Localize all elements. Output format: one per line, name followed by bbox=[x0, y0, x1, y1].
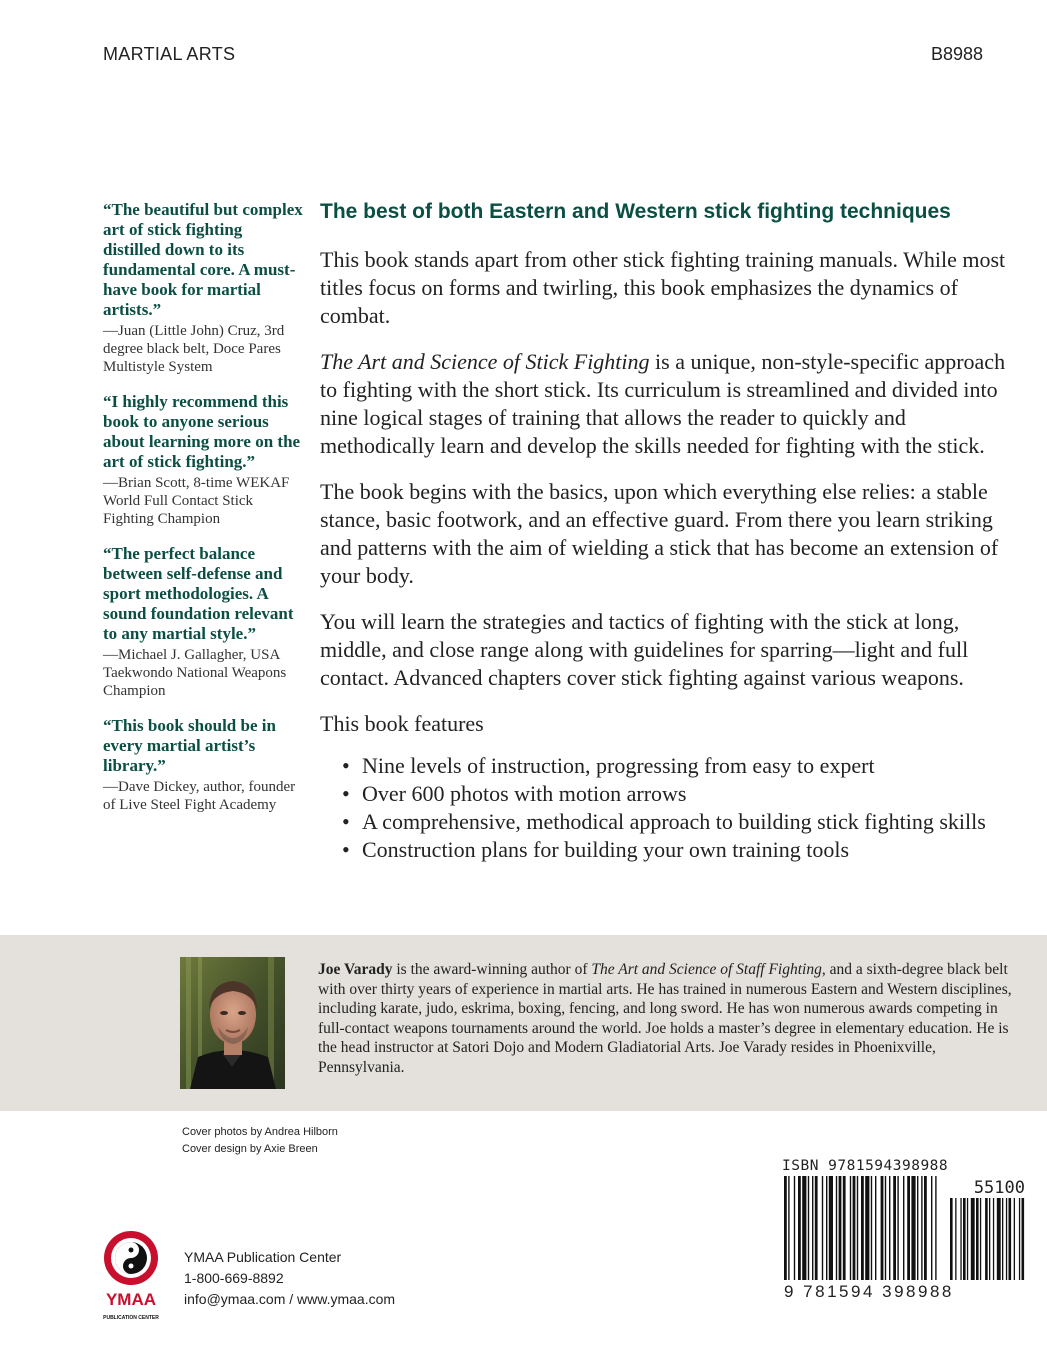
quote-1 bbox=[103, 200, 303, 376]
ymaa-logo bbox=[100, 1228, 162, 1324]
barcode-bar bbox=[921, 1176, 922, 1280]
barcode-bar bbox=[836, 1176, 837, 1280]
bio-text: , and a sixth-degree black belt with over thirty years of experience in martial arts. He has trained in numerous Eastern and Western disciplines, including karate, judo, eskrima, boxing, fencing, and long sword. He has won numerous awards competing in full-contact weapons tournaments around the world. Joe holds a master’s degree in elementary education. He is the head instructor at Satori Dojo and Modern Gladiatorial Arts. Joe Varady resides in Phoenixville, Pennsylvania. bbox=[318, 961, 1012, 1076]
ean-digits: 9 781594 398988 bbox=[784, 1282, 954, 1301]
logo-wordmark: YMAA bbox=[105, 1290, 157, 1309]
price-bar bbox=[1002, 1198, 1003, 1280]
barcode-bar bbox=[893, 1176, 896, 1280]
design-credit: Cover design by Axie Breen bbox=[182, 1143, 318, 1155]
price-bar bbox=[967, 1198, 968, 1280]
price-bar bbox=[1009, 1198, 1012, 1280]
barcode-bar bbox=[788, 1176, 789, 1280]
barcode-bar bbox=[784, 1176, 787, 1280]
quote-attribution: —Michael J. Gallagher, USA Taekwondo National Weapons Champion bbox=[103, 647, 287, 699]
barcode-bar bbox=[861, 1176, 864, 1280]
price-bar bbox=[989, 1198, 990, 1280]
barcode-bar bbox=[808, 1176, 809, 1280]
feature-item bbox=[342, 836, 1025, 864]
author-book-title: The Art and Science of Staff Fighting bbox=[591, 961, 822, 978]
logo-subtext: PUBLICATION CENTER bbox=[103, 1315, 159, 1321]
price-bar bbox=[955, 1198, 956, 1280]
barcode-bar bbox=[881, 1176, 884, 1280]
publisher-phone: 1-800-669-8892 bbox=[184, 1270, 284, 1286]
price-bar bbox=[963, 1198, 966, 1280]
barcode-bar bbox=[935, 1176, 936, 1280]
publisher-name: YMAA Publication Center bbox=[184, 1249, 342, 1265]
author-name: Joe Varady bbox=[318, 961, 393, 978]
isbn-barcode bbox=[782, 1158, 1027, 1330]
quote-text: “I highly recommend this book to anyone serious about learning more on the art of stick fighting.” bbox=[103, 392, 301, 471]
cover-credits bbox=[182, 1124, 338, 1158]
description-paragraph: The book begins with the basics, upon which everything else relies: a stable stance, basic footwork, and an effective guard. From there you learn striking and patterns with the aim of wielding a stick that has become an extension of your body. bbox=[320, 479, 999, 588]
quote-attribution: —Juan (Little John) Cruz, 3rd degree black belt, Doce Pares Multistyle System bbox=[103, 323, 285, 375]
features-intro: This book features bbox=[320, 711, 484, 736]
price-bar bbox=[985, 1198, 988, 1280]
price-bar bbox=[1019, 1198, 1020, 1280]
quote-text: “The beautiful but complex art of stick fighting distilled down to its fundamental core. A must-have book for martial artists.” bbox=[103, 200, 303, 319]
author-bio bbox=[318, 960, 1018, 1077]
barcode-bar bbox=[839, 1176, 842, 1280]
price-bar bbox=[1006, 1198, 1007, 1280]
price-bar bbox=[960, 1198, 961, 1280]
price-bar bbox=[993, 1198, 994, 1280]
barcode-bar bbox=[794, 1176, 795, 1280]
barcode-bar bbox=[903, 1176, 904, 1280]
barcode-bar bbox=[885, 1176, 886, 1280]
book-description bbox=[320, 246, 1025, 864]
price-bar bbox=[950, 1198, 953, 1280]
feature-text: Nine levels of instruction, progressing from easy to expert bbox=[362, 753, 875, 778]
feature-item bbox=[342, 780, 1025, 808]
barcode-bar bbox=[875, 1176, 876, 1280]
quote-4 bbox=[103, 716, 303, 814]
headline: The best of both Eastern and Western stick fighting techniques bbox=[320, 200, 951, 223]
barcode-bar bbox=[871, 1176, 872, 1280]
publisher-info bbox=[184, 1247, 395, 1310]
isbn-label: ISBN 9781594398988 bbox=[782, 1158, 949, 1174]
barcode-bar bbox=[931, 1176, 932, 1280]
price-bar bbox=[1014, 1198, 1015, 1280]
paragraph-text: is a unique, non-style-specific approach to fighting with the short stick. Its curriculum is streamlined and divided into nine logical stages of training that allows the reader to quickly and methodically learn and develop the skills needed for fighting with the stick. bbox=[320, 349, 1006, 458]
feature-text: A comprehensive, methodical approach to building stick fighting skills bbox=[362, 809, 986, 834]
feature-text: Over 600 photos with motion arrows bbox=[362, 781, 687, 806]
bio-text: is the award-winning author of bbox=[392, 961, 592, 978]
price-code: 55100 bbox=[973, 1178, 1025, 1198]
description-paragraph bbox=[320, 348, 1025, 460]
quote-attribution: —Dave Dickey, author, founder of Live Steel Fight Academy bbox=[103, 779, 296, 813]
barcode-bar bbox=[850, 1176, 851, 1280]
barcode-bar bbox=[865, 1176, 869, 1280]
description-paragraph: This book stands apart from other stick fighting training manuals. While most titles focus on forms and twirling, this book emphasizes the dynamics of combat. bbox=[320, 247, 1006, 328]
category-label: MARTIAL ARTS bbox=[103, 44, 236, 64]
quote-3 bbox=[103, 544, 303, 700]
barcode-bar bbox=[897, 1176, 898, 1280]
quote-text: “The perfect balance between self-defense and sport methodologies. A sound foundation relevant to any martial style.” bbox=[103, 544, 294, 643]
quote-text: “This book should be in every martial artist’s library.” bbox=[103, 716, 276, 775]
barcode-bar bbox=[829, 1176, 833, 1280]
description-paragraph: You will learn the strategies and tactics of fighting with the stick at long, middle, and close range along with guidelines for sparring—light and full contact. Advanced chapters cover stick fighting against various weapons. bbox=[320, 609, 969, 690]
price-bar bbox=[971, 1198, 975, 1280]
barcode-bar bbox=[924, 1176, 927, 1280]
barcode-bar bbox=[826, 1176, 827, 1280]
barcode-bar bbox=[802, 1176, 806, 1280]
barcode-bar bbox=[815, 1176, 818, 1280]
bullet-icon: • bbox=[342, 809, 350, 834]
publisher-contact: info@ymaa.com / www.ymaa.com bbox=[184, 1291, 396, 1307]
barcode-bar bbox=[843, 1176, 846, 1280]
bullet-icon: • bbox=[342, 753, 350, 778]
barcode-bar bbox=[907, 1176, 910, 1280]
product-code: B8988 bbox=[930, 44, 983, 64]
price-bar bbox=[997, 1198, 1001, 1280]
price-bar bbox=[980, 1198, 981, 1280]
barcode-bar bbox=[857, 1176, 858, 1280]
bullet-icon: • bbox=[342, 837, 350, 862]
barcode-bar bbox=[889, 1176, 890, 1280]
quotes-column bbox=[103, 200, 303, 830]
barcode-bar bbox=[798, 1176, 801, 1280]
bullet-icon: • bbox=[342, 781, 350, 806]
feature-item bbox=[342, 752, 1025, 780]
barcode-bars bbox=[782, 1176, 1027, 1286]
quote-2 bbox=[103, 392, 303, 528]
price-bar bbox=[1022, 1198, 1025, 1280]
photo-credit: Cover photos by Andrea Hilborn bbox=[182, 1126, 338, 1138]
feature-text: Construction plans for building your own training tools bbox=[362, 837, 850, 862]
quote-attribution: —Brian Scott, 8-time WEKAF World Full Contact Stick Fighting Champion bbox=[103, 475, 290, 527]
barcode-bar bbox=[822, 1176, 823, 1280]
price-bar bbox=[976, 1198, 979, 1280]
barcode-bar bbox=[911, 1176, 915, 1280]
book-title: The Art and Science of Stick Fighting bbox=[320, 349, 650, 374]
barcode-bar bbox=[917, 1176, 918, 1280]
barcode-bar bbox=[812, 1176, 813, 1280]
barcode-bar bbox=[853, 1176, 856, 1280]
feature-item bbox=[342, 808, 1025, 836]
author-photo bbox=[180, 957, 285, 1089]
features-list bbox=[342, 752, 1025, 864]
